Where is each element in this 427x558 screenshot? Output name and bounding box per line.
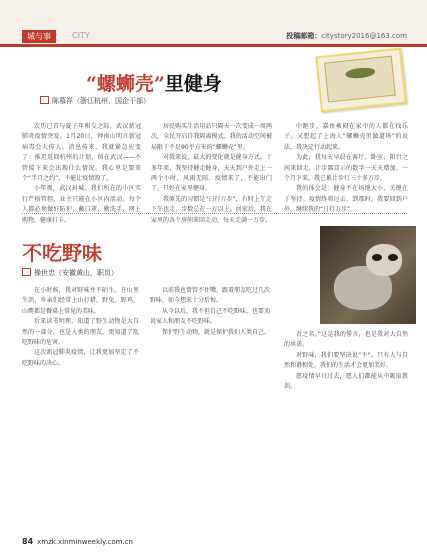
paragraph: 我的体会是：健身不在场地大小，关键在于坚持。疫情终将过去，到那时，我要回到户外，继续我的“日行万步”。 [284,185,408,214]
paragraph: 中跑步。嘉鱼被闷在家中的人都在找乐子。又想起了上海人“螺蛳壳里做道场”的说法，我决定行动起来。 [284,123,408,151]
article2-byline [22,268,118,278]
paragraph: 居民购买生活用品只隔天一次变成一周两次，全民开启自我隔离模式。我的活动空间被局限于不足90平方米的“螺蛳壳”里。 [151,123,272,151]
article2-author: 操世忠（安徽黄山，职员） [34,269,118,277]
author-icon [40,96,49,104]
article2-title: 不吃野味 [22,241,102,265]
article1-column-3 [284,122,408,214]
paragraph: 我原先的习惯是“日行万步”，有时上午走下午也走，步数总在一万以上。居家后，我在家里的各个房间来回走动，每天走满一万步。 [151,195,272,224]
paragraph: 保护野生动物，就是保护我们人类自己。 [162,328,271,336]
article-divider [22,213,407,214]
paragraph: 后来读书明理，知道了野生动物是大自然的一部分，也是人类的朋友，更知道了乱吃野味的危害。 [22,318,139,347]
raccoon-eye-mask [388,254,398,261]
section-en: CITY [72,31,90,40]
photo-frame [324,56,396,103]
page-header [0,0,427,47]
article2-column-1 [22,286,139,532]
section-tag: 城与事 [22,30,56,43]
article2-column-2 [150,286,270,532]
contact-address: citystory2016@163.com [321,32,407,40]
website-url: xmzk.xinminweekly.com.cn [37,538,133,546]
paragraph: 从今以后，我不但自己不吃野味，也要劝说家人和朋友不吃野味。 [150,307,271,326]
page-number: 84 [22,537,34,546]
article1-title-highlight: “螺蛳壳” [86,73,165,95]
article1-byline [40,96,150,106]
author-icon [22,268,31,276]
raccoon-eye-mask [372,254,382,261]
article2-column-3 [284,330,408,532]
paragraph: 农历已首与夏子年相交之际，武汉新冠肺炎疫情突发。1月20日，钟南山明言新冠病毒会人传人，消息传来，我就紧急应变了：推迟返回杭州的计划，留在武汉——不管接下来会出现什么情况。我心里是要来个“半月之约”，不能让疫情毁了。 [22,123,141,183]
paragraph: 对野味，我们要坚决说“不”。只有人与自然和谐相处，我们的生活才会更加美好。 [284,351,408,370]
paragraph: 愿疫情早日过去，愿人们都能从中吸取教训。 [284,372,408,391]
article1-title [86,69,222,96]
article1-title-rest: 里健身 [164,73,222,95]
paragraph: 对我来说，最大的变化就是健身方式。十多年来，我坚持健走健身，天天到户外走上一两个小时，风雨无阻。疫情来了，不能出门了，只好在家里健身。 [151,154,272,193]
page-footer [22,537,133,546]
paragraph: 在小时候，我对野味并不陌生。在山里生活，乡亲们经常上山打猎，野兔、野鸡、山麂都是餐桌上常见的美味。 [22,287,139,315]
paragraph: 小年夜，武汉封城。我们所在的小区实行严格管控，业主只能在小区内活动。每个人都必须做好防护，戴口罩，勤洗手，网上购物，健康打卡。 [22,185,141,224]
paragraph: 吾之名。”这是我的誓言，也是我对大自然的承诺。 [284,331,408,349]
contact-email [286,31,407,41]
paragraph: 这次新冠肺炎疫情，让我更加坚定了不吃野味的决心。 [22,349,139,367]
article1-author: 陈慕祥（浙江杭州，国企干部） [52,97,150,105]
paragraph: 为此，我每天早晨在客厅、卧室、阳台之间来回走，计步器显示的数字一天天增加。一个月下来，我已累计步行三十多万步。 [284,154,408,183]
lizard-photo [315,48,406,113]
raccoon-photo [320,226,416,324]
paragraph: 以前我也曾管不住嘴，跟着朋友吃过几次野味，如今想来十分后悔。 [150,287,271,305]
article1-column-1 [22,122,141,224]
contact-label: 投稿邮箱： [286,32,322,40]
raccoon-head [366,244,402,276]
article1-column-2 [151,122,272,224]
